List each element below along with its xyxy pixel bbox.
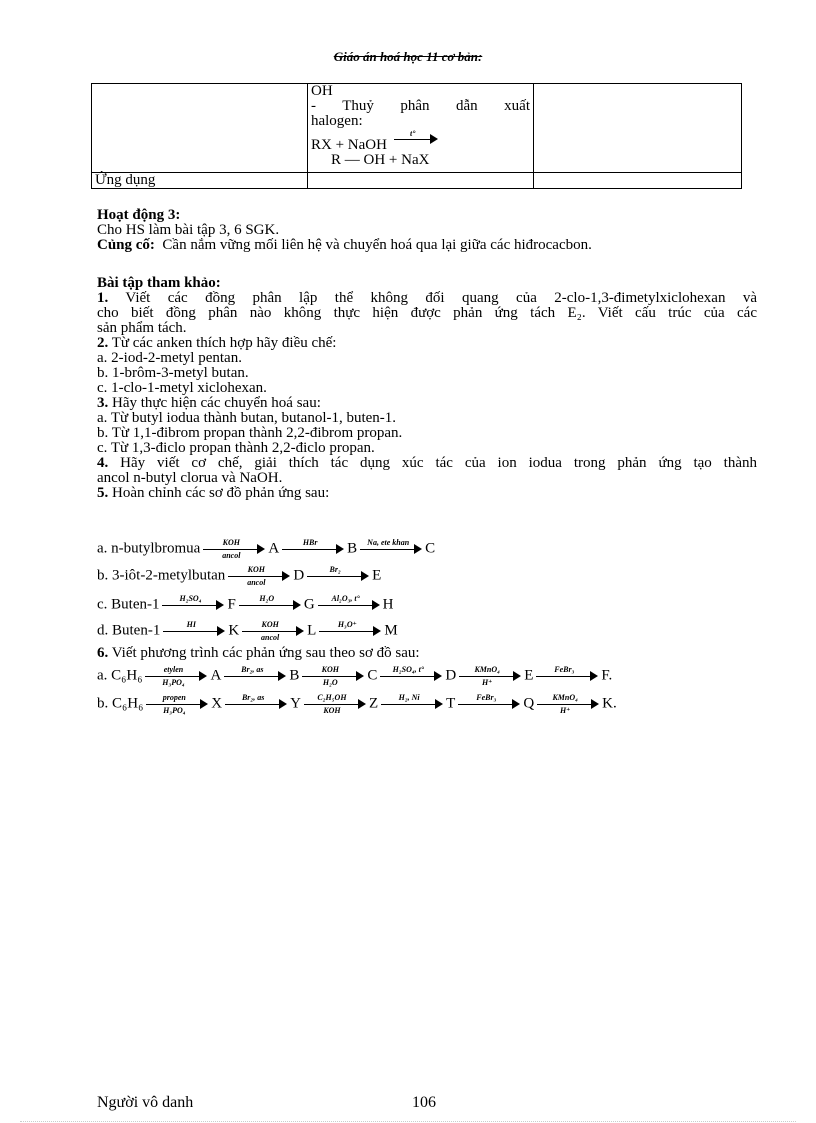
scheme-product: H (382, 596, 394, 613)
reaction-scheme (97, 664, 612, 686)
arrow-condition: Al₂O₃, t° (331, 593, 360, 603)
exercise-line (97, 411, 757, 426)
reaction-arrow (360, 538, 422, 560)
exercise-line (97, 471, 757, 486)
exercise-line (97, 381, 757, 396)
arrow-condition: H₂, Ni (398, 692, 420, 702)
reaction-arrow (162, 594, 224, 616)
arrow-line (394, 139, 431, 140)
scheme-product: A (268, 540, 280, 557)
arrow-line (162, 605, 217, 606)
reaction-arrow (239, 594, 301, 616)
arrow-head (278, 671, 286, 681)
exercise-text: c. 1-clo-1-metyl xiclohexan. (97, 380, 267, 396)
arrow-condition: H₂O (259, 593, 275, 603)
reaction-scheme (97, 593, 394, 615)
page-number: 106 (412, 1094, 436, 1111)
exercise-text: Hoàn chỉnh các sơ đồ phản ứng sau: (112, 485, 330, 501)
exercise-text: Hãy thực hiện các chuyển hoá sau: (112, 395, 321, 411)
arrow-condition: KOH (261, 619, 279, 629)
exercise-line (97, 486, 757, 501)
arrow-head (361, 571, 369, 581)
activity-section (97, 208, 757, 253)
footer-divider (20, 1121, 796, 1122)
arrow-head (217, 626, 225, 636)
exercise-number: 5. (97, 485, 109, 501)
reaction-arrow (228, 565, 290, 587)
exercise-line (97, 456, 757, 471)
exercise-line (97, 321, 757, 336)
arrow-condition: t° (409, 129, 416, 138)
scheme-product: B (347, 540, 358, 557)
arrow-head (430, 134, 438, 144)
arrow-condition: Br₂ (329, 564, 341, 574)
exercise-line (97, 336, 757, 351)
exercise-line (97, 396, 757, 411)
arrow-head (414, 544, 422, 554)
scheme-start: b. 3-iôt-2-metylbutan (97, 567, 226, 584)
reaction-arrow (163, 620, 225, 642)
activity-line: Cho HS làm bài tập 3, 6 SGK. (97, 222, 280, 238)
arrow-line (282, 549, 337, 550)
table-text: OH (310, 83, 333, 99)
arrow-head (293, 600, 301, 610)
arrow-line (242, 631, 297, 632)
exercise-line (97, 366, 757, 381)
arrow-line (536, 676, 591, 677)
arrow-head (279, 699, 287, 709)
scheme-product: K (228, 622, 240, 639)
row-label: Ứng dụng (95, 172, 156, 188)
reaction-arrow (381, 693, 443, 715)
scheme-product: E (524, 667, 534, 684)
arrow-condition: H₂SO₄ (179, 593, 202, 603)
scheme-start: c. Buten-1 (97, 596, 160, 613)
exercise-text: b. Từ 1,1-đibrom propan thành 2,2-đibrom propan. (97, 425, 403, 441)
arrow-line (319, 631, 374, 632)
exercise-number: 6. (97, 645, 109, 661)
reaction-products: R — OH + NaX (330, 152, 430, 168)
exercise-text: Viết phương trình các phản ứng sau theo sơ đồ sau: (111, 645, 420, 661)
activity-title: Hoạt động 3: (97, 207, 181, 223)
scheme-start: a. n-butylbromua (97, 540, 201, 557)
arrow-condition: Br₂, as (241, 692, 265, 702)
table-cell (307, 84, 533, 173)
reaction-arrow (536, 665, 598, 687)
table-row (92, 173, 742, 189)
exercise-number: 2. (97, 335, 109, 351)
reaction-arrow (458, 693, 520, 715)
arrow-condition: HBr (302, 537, 318, 547)
scheme-start: b. C₆H₆ (97, 695, 144, 712)
exercise-text: a. 2-iod-2-metyl pentan. (97, 350, 242, 366)
arrow-condition: Na, ete khan (367, 537, 410, 547)
exercise-text: Từ các anken thích hợp hãy điều chế: (111, 335, 337, 351)
arrow-line (459, 676, 514, 677)
exercise-line (97, 351, 757, 366)
arrow-head (434, 671, 442, 681)
arrow-condition: H₂SO₄, t° (392, 664, 425, 674)
table-row (92, 84, 742, 173)
arrow-line (163, 631, 218, 632)
table-cell (307, 173, 533, 189)
scheme-product: D (445, 667, 457, 684)
reaction-arrow (537, 693, 599, 715)
arrow-line (380, 676, 435, 677)
reaction-scheme (97, 537, 435, 559)
exercises-title: Bài tập tham khảo: (97, 275, 221, 291)
arrow-condition: H₃O⁺ (337, 619, 357, 629)
reaction-arrow (459, 665, 521, 687)
table-cell (534, 84, 742, 173)
arrow-condition: KOH (247, 564, 265, 574)
table-cell (92, 84, 308, 173)
exercise-text: c. Từ 1,3-điclo propan thành 2,2-điclo propan. (97, 440, 375, 456)
reaction-arrow (304, 693, 366, 715)
arrow-condition: C₂H₅OH (317, 692, 347, 702)
reaction-scheme (97, 692, 617, 714)
table-text: - Thuỷ phân dẫn xuất (310, 98, 531, 114)
arrow-condition: FeBr₃ (476, 692, 497, 702)
reaction-arrow (319, 620, 381, 642)
exercise-text: ancol n-butyl clorua và NaOH. (97, 470, 283, 486)
arrow-line (360, 549, 415, 550)
arrow-condition-below: H⁺ (559, 705, 571, 715)
footer-author: Người vô danh (97, 1094, 194, 1111)
arrow-condition-below: ancol (261, 632, 280, 642)
arrow-head (373, 626, 381, 636)
scheme-start: a. C₆H₆ (97, 667, 143, 684)
reaction-arrow (224, 665, 286, 687)
exercise-line (97, 291, 757, 306)
arrow-condition-below: H₃PO₄ (162, 677, 185, 687)
reaction-reactants: RX + NaOH (310, 137, 387, 153)
arrow-head (512, 699, 520, 709)
arrow-line (145, 676, 200, 677)
arrow-condition: KMnO₄ (552, 692, 578, 702)
reaction-arrow (307, 565, 369, 587)
arrow-line (537, 704, 592, 705)
scheme-product: G (303, 596, 315, 613)
arrow-condition-below: H⁺ (481, 677, 493, 687)
arrow-line (304, 704, 359, 705)
exercise-text: b. 1-brôm-3-metyl butan. (97, 365, 249, 381)
scheme-start: d. Buten-1 (97, 622, 161, 639)
arrow-head (336, 544, 344, 554)
arrow-head (372, 600, 380, 610)
arrow-head (590, 671, 598, 681)
scheme-product: E (372, 567, 382, 584)
arrow-condition: KOH (321, 664, 339, 674)
arrow-condition: KOH (222, 537, 240, 547)
exercise-number: 1. (97, 290, 109, 306)
exercise-number: 3. (97, 395, 109, 411)
exercise-line (97, 426, 757, 441)
arrow-line (239, 605, 294, 606)
scheme-product: D (293, 567, 305, 584)
exercises-section (97, 276, 757, 501)
scheme-product: A (210, 667, 222, 684)
scheme-product: X (211, 695, 223, 712)
reaction-line (310, 129, 530, 153)
reaction-scheme (97, 564, 381, 586)
arrow-condition: HI (186, 619, 196, 629)
arrow-condition-below: ancol (247, 577, 266, 587)
arrow-condition-below: H₃PO₄ (163, 705, 186, 715)
arrow-line (146, 704, 201, 705)
arrow-condition: Br₂, as (241, 664, 264, 674)
reaction-arrow (145, 665, 207, 687)
table-text: halogen: (310, 113, 363, 129)
summary-text: Cần nắm vững mối liên hệ và chuyển hoá qua lại giữa các hiđrocacbon. (162, 237, 592, 253)
reaction-arrow (282, 538, 344, 560)
reaction-arrow (242, 620, 304, 642)
reaction-arrow (203, 538, 265, 560)
page-header: Giáo án hoá học 11 cơ bản: (333, 49, 483, 64)
arrow-condition-below: KOH (323, 705, 341, 715)
table-cell (534, 173, 742, 189)
arrow-line (228, 576, 283, 577)
arrow-line (381, 704, 436, 705)
scheme-product: Q (523, 695, 535, 712)
reaction-arrow (394, 129, 438, 149)
reaction-arrow (380, 665, 442, 687)
exercise-text: sản phẩm tách. (97, 320, 187, 336)
scheme-product: K. (602, 695, 617, 712)
exercise-line (97, 306, 757, 321)
scheme-product: L (307, 622, 317, 639)
arrow-condition: FeBr₃ (554, 664, 575, 674)
arrow-line (307, 576, 362, 577)
arrow-line (302, 676, 357, 677)
summary-label: Củng cố: (97, 237, 155, 253)
arrow-condition: propen (162, 692, 186, 702)
reaction-arrow (146, 693, 208, 715)
exercise-text: cho biết đồng phân nào không thực hiện được phản ứng tách E₂. Viết cấu trúc của các (97, 305, 757, 321)
exercise-number: 4. (97, 455, 109, 471)
scheme-product: T (446, 695, 456, 712)
summary-line (97, 238, 757, 253)
arrow-line (225, 704, 280, 705)
summary-table (91, 83, 742, 189)
scheme-product: Z (368, 695, 379, 712)
scheme-product: Y (290, 695, 301, 712)
scheme-product: F (227, 596, 236, 613)
arrow-line (203, 549, 258, 550)
exercise-6-title (97, 646, 420, 661)
arrow-line (318, 605, 373, 606)
reaction-arrow (302, 665, 364, 687)
scheme-product: B (289, 667, 300, 684)
arrow-condition-below: H₂O (322, 677, 338, 687)
arrow-head (216, 600, 224, 610)
arrow-condition: KMnO₄ (474, 664, 500, 674)
arrow-head (435, 699, 443, 709)
table-cell (92, 173, 308, 189)
exercise-text: a. Từ butyl iodua thành butan, butanol-1, buten-1. (97, 410, 397, 426)
exercise-line (97, 441, 757, 456)
scheme-product: C (425, 540, 436, 557)
reaction-arrow (225, 693, 287, 715)
scheme-product: F. (601, 667, 613, 684)
reaction-scheme (97, 619, 398, 641)
exercise-text: Hãy viết cơ chế, giải thích tác dụng xúc tác của ion iodua trong phản ứng tạo thành (120, 455, 758, 471)
reaction-arrow (318, 594, 380, 616)
scheme-product: M (384, 622, 398, 639)
arrow-condition: etylen (163, 664, 184, 674)
arrow-line (458, 704, 513, 705)
exercise-text: Viết các đồng phân lập thể không đối quang của 2-clo-1,3-đimetylxiclohexan và (125, 290, 758, 306)
scheme-product: C (367, 667, 378, 684)
arrow-condition-below: ancol (222, 550, 241, 560)
arrow-line (224, 676, 279, 677)
